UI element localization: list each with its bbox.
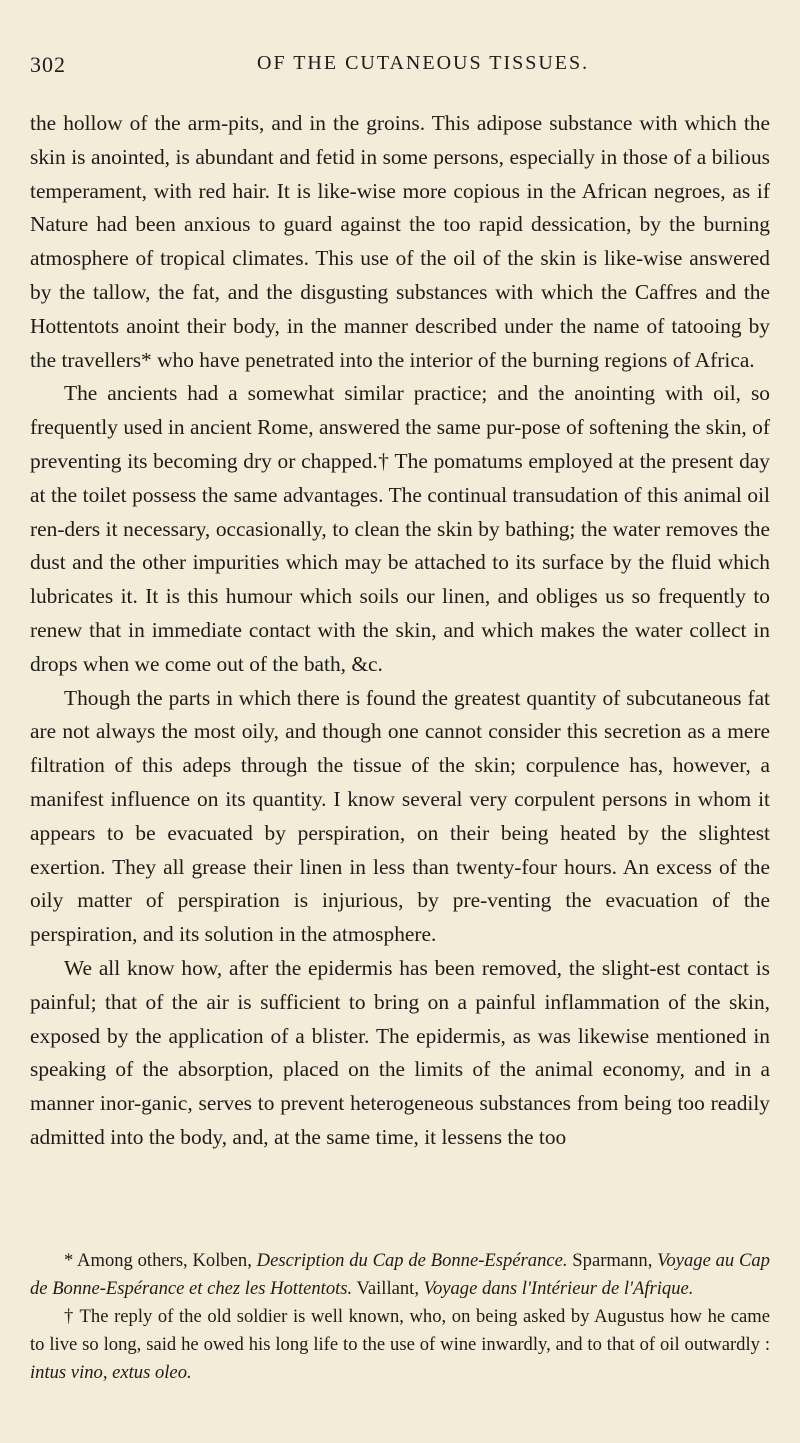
footnote-1: [30, 1247, 770, 1303]
paragraph-1: the hollow of the arm-pits, and in the groins. This adipose substance with which the skin is anointed, is abundant and fetid in some persons, especially in those of a bilious temperament, with red hair. It is like-wise more copious in the African negroes, as if Nature had been anxious to guard against the too rapid dessication, by the burning atmosphere of tropical climates. This use of the oil of the skin is like-wise answered by the tallow, the fat, and the disgusting substances with which the Caffres and the Hottentots anoint their body, in the manner described under the name of tatooing by the travellers* who have penetrated into the interior of the burning regions of Africa.: [30, 111, 770, 372]
footnotes: [30, 1247, 770, 1387]
footnote-2-text: † The reply of the old soldier is well known, who, on being asked by Augustus how he came to live so long, said he owed his long life to the use of wine inwardly, and to that of oil outwardly :: [30, 1306, 770, 1355]
footnote-2-quote: intus vino, extus oleo.: [30, 1362, 192, 1383]
paragraph-4: We all know how, after the epidermis has been removed, the slight-est contact is painful; that of the air is sufficient to bring on a painful inflammation of the skin, exposed by the application of a blister. The epidermis, as was likewise mentioned in speaking of the absorption, placed on the limits of the animal economy, and in a manner inor-ganic, serves to prevent heterogeneous substances from being too readily admitted into the body, and, at the same time, it lessens the too: [30, 955, 770, 1149]
footnote-1-title-sparmann: Voyage au Cap de Bonne-Espérance et chez les Hottentots.: [30, 1250, 770, 1299]
page-header: [30, 52, 770, 82]
footnote-1-vaillant: Vaillant,: [352, 1278, 424, 1299]
footnote-1-title-kolben: Description du Cap de Bonne-Espérance.: [256, 1250, 568, 1271]
footnote-1-title-vaillant: Voyage dans l'Intérieur de l'Afrique.: [423, 1278, 694, 1299]
paragraph-2: The ancients had a somewhat similar practice; and the anointing with oil, so frequently used in ancient Rome, answered the same pur-pose of softening the skin, of preventing its becoming dry or chapped.† The pomatums employed at the present day at the toilet possess the same advantages. The continual transudation of this animal oil ren-ders it necessary, occasionally, to clean the skin by bathing; the water removes the dust and the other impurities which may be attached to its surface by the fluid which lubricates it. It is this humour which soils our linen, and obliges us so frequently to renew that in immediate contact with the skin, and which makes the water collect in drops when we come out of the bath, &c.: [30, 381, 770, 676]
running-head: OF THE CUTANEOUS TISSUES.: [257, 52, 590, 74]
page-number: 302: [30, 52, 66, 77]
footnote-1-lead: * Among others, Kolben,: [64, 1250, 257, 1271]
paragraph-3: Though the parts in which there is found the greatest quantity of subcutaneous fat are not always the most oily, and though one cannot consider this secretion as a mere filtration of this adeps through the tissue of the skin; corpulence has, however, a manifest influence on its quantity. I know several very corpulent persons in whom it appears to be evacuated by perspiration, on their being heated by the slightest exertion. They all grease their linen in less than twenty-four hours. An excess of the oily matter of perspiration is injurious, by pre-venting the evacuation of the perspiration, and its solution in the atmosphere.: [30, 685, 770, 947]
footnote-2: [30, 1303, 770, 1387]
body-text: [30, 107, 770, 1155]
footnote-1-sparmann: Sparmann,: [567, 1250, 658, 1271]
